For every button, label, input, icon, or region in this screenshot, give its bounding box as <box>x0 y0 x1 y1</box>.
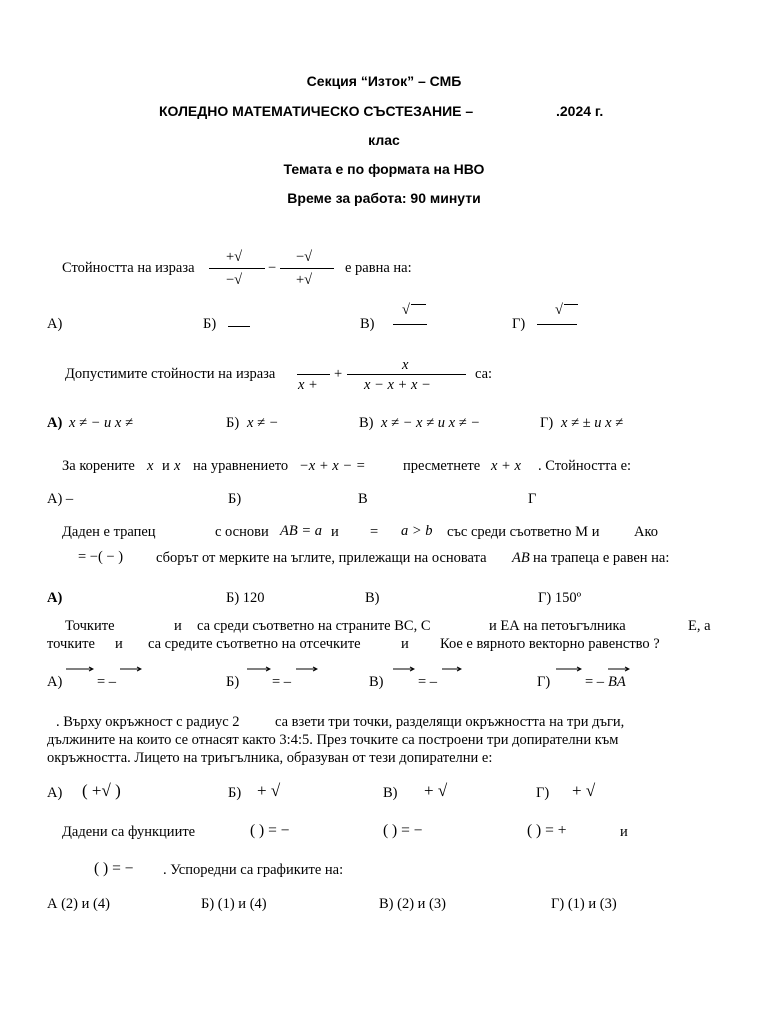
q1-option-d-sqrt: √ <box>555 302 563 318</box>
q6-line3: окръжността. Лицето на триъгълника, образуван от тези допирателни е: <box>47 750 493 766</box>
q7-option-c[interactable]: В) (2) и (3) <box>379 896 446 912</box>
q5-option-d-vec1 <box>556 666 582 672</box>
q7-text: Дадени са функциите <box>62 824 196 840</box>
q1-option-d-bar <box>537 324 577 325</box>
q5-line2-a: точките <box>47 636 95 652</box>
q1-option-c-bar <box>393 324 427 325</box>
q5-line2-d: и <box>401 636 409 652</box>
q3-text3: пресметнете <box>403 458 481 474</box>
q1-frac1-bar <box>209 268 265 269</box>
q6-option-c: + √ <box>424 781 448 800</box>
q1-option-c-sqrt: √ <box>402 302 410 318</box>
time-limit: Време за работа: 90 минути <box>287 190 481 206</box>
q2-text: Допустимите стойности на израза <box>65 366 276 382</box>
q1-option-c[interactable]: В) <box>360 316 375 332</box>
q5-line2-e: Кое е вярното векторно равенство ? <box>440 636 660 652</box>
q7-option-b[interactable]: Б) (1) и (4) <box>201 896 267 912</box>
q2-frac2-bar <box>347 374 466 375</box>
q5-line2-c: са средите съответно на отсечките <box>148 636 361 652</box>
q3-text1: За корените <box>62 458 135 474</box>
q6-option-c-label[interactable]: В) <box>383 785 398 801</box>
q2-frac2-den: x − x + x − <box>364 377 431 393</box>
grade-label: клас <box>368 132 400 148</box>
q2-option-d: x ≠ ± и x ≠ <box>561 415 624 431</box>
q2-option-b-label[interactable]: Б) <box>226 415 240 431</box>
q3-expression: x + x <box>491 458 521 474</box>
q7-option-a[interactable]: А (2) и (4) <box>47 896 110 912</box>
q2-plus: + <box>334 366 343 382</box>
q6-line1-a: . Върху окръжност с радиус 2 <box>56 714 240 730</box>
q2-option-c: x ≠ − x ≠ и x ≠ − <box>381 415 481 431</box>
q4-line2-a: сборът от мерките на ъглите, прилежащи на основата <box>156 550 487 566</box>
q3-x1: x <box>147 458 154 474</box>
q3-equation: −x + x − = <box>299 458 366 474</box>
q6-option-a-label[interactable]: А) <box>47 785 63 801</box>
q3-option-b[interactable]: Б) <box>228 491 242 507</box>
q2-frac1-bar <box>297 374 330 375</box>
q1-frac1-den: −√ <box>226 272 243 288</box>
q6-option-d-label[interactable]: Г) <box>536 785 550 801</box>
q4-option-d[interactable]: Г) 150º <box>538 590 582 606</box>
q1-minus: − <box>268 260 277 276</box>
q2-option-d-label[interactable]: Г) <box>540 415 554 431</box>
q6-option-d: + √ <box>572 781 596 800</box>
q5-option-d-label[interactable]: Г) <box>537 674 551 690</box>
q4-line1-a: Даден е трапец <box>62 524 156 540</box>
q2-tail: са: <box>475 366 493 382</box>
q1-option-d[interactable]: Г) <box>512 316 526 332</box>
q3-text4: . Стойността е: <box>538 458 632 474</box>
q5-line1-a: Точките <box>65 618 115 634</box>
q1-tail: е равна на: <box>345 260 412 276</box>
q3-and: и <box>162 458 170 474</box>
q1-option-d-root <box>564 304 578 305</box>
q5-option-c-vec2 <box>442 666 462 672</box>
q5-option-c-eq: = – <box>418 674 438 690</box>
q3-option-d[interactable]: Г <box>528 491 537 507</box>
q6-option-a: ( +√ ) <box>82 781 121 800</box>
q6-option-b-label[interactable]: Б) <box>228 785 242 801</box>
q7-option-d[interactable]: Г) (1) и (3) <box>551 896 617 912</box>
q2-frac2-num: x <box>402 357 409 373</box>
q4-option-b[interactable]: Б) 120 <box>226 590 265 606</box>
format-note: Темата е по формата на НВО <box>283 161 485 177</box>
q5-option-c-vec1 <box>393 666 415 672</box>
q5-line1-b: и <box>174 618 182 634</box>
q7-f3: ( ) = + <box>527 822 567 839</box>
q1-option-b-bar <box>228 326 250 327</box>
q4-cond: a > b <box>401 523 433 539</box>
q4-line2-b: на трапеца е равен на: <box>533 550 670 566</box>
q7-tail: . Успоредни са графиките на: <box>163 862 344 878</box>
q1-frac2-bar <box>280 268 334 269</box>
q3-text2: на уравнението <box>193 458 289 474</box>
q4-line2-ab: AB <box>512 550 530 566</box>
q6-line1-b: са взети три точки, разделящи окръжността на три дъги, <box>275 714 625 730</box>
q2-option-a-label[interactable]: А) <box>47 415 63 431</box>
q5-option-a-label[interactable]: А) <box>47 674 63 690</box>
q3-option-c[interactable]: В <box>358 491 368 507</box>
q6-option-b: + √ <box>257 781 281 800</box>
q4-eq: = <box>370 524 379 540</box>
q5-line1-c: са среди съответно на страните ВС, С <box>197 618 431 634</box>
q5-line1-d: и ЕА на петоъгълника <box>489 618 626 634</box>
q5-option-d-vec-label: BA <box>608 674 626 690</box>
q2-option-c-label[interactable]: В) <box>359 415 374 431</box>
q3-option-a[interactable]: А) – <box>47 491 74 507</box>
q3-x2: x <box>174 458 181 474</box>
q5-option-b-vec1 <box>247 666 271 672</box>
q5-option-d-eq: = – <box>585 674 605 690</box>
section-title: Секция “Изток” – СМБ <box>306 73 462 89</box>
q1-frac1-num: +√ <box>226 249 243 265</box>
q5-option-a-eq: = – <box>97 674 117 690</box>
q4-option-a[interactable]: А) <box>47 590 63 606</box>
q2-frac1-den: x + <box>298 377 318 393</box>
q7-f4: ( ) = − <box>94 860 134 877</box>
q2-option-a: x ≠ − и x ≠ <box>69 415 133 431</box>
q5-line2-b: и <box>115 636 123 652</box>
q6-line2: дължините на които се отнасят както 3:4:5. През точките са построени три допирателни към <box>47 732 619 748</box>
q1-option-c-root <box>411 304 426 305</box>
q4-ab: AB = a <box>280 523 322 539</box>
q1-text: Стойността на израза <box>62 260 195 276</box>
q5-option-b-vec2 <box>296 666 318 672</box>
q4-option-c[interactable]: В) <box>365 590 380 606</box>
competition-date: .2024 г. <box>556 103 604 119</box>
q4-and: и <box>331 524 339 540</box>
q4-line1-d: Ако <box>634 524 659 540</box>
q5-option-b-label[interactable]: Б) <box>226 674 240 690</box>
q4-line2-expr: = −( − ) <box>78 549 124 565</box>
q7-and: и <box>620 824 628 840</box>
q5-option-d-vec2 <box>608 666 630 672</box>
q4-line1-b: с основи <box>215 524 269 540</box>
q5-option-a-vec2 <box>120 666 142 672</box>
q5-option-a-vec1 <box>66 666 94 672</box>
q5-line1-e: Е, а <box>688 618 711 634</box>
q2-option-b: x ≠ − <box>247 415 279 431</box>
q5-option-c-label[interactable]: В) <box>369 674 384 690</box>
q1-option-b[interactable]: Б) <box>203 316 217 332</box>
competition-title: КОЛЕДНО МАТЕМАТИЧЕСКО СЪСТЕЗАНИЕ – <box>159 103 474 119</box>
q1-frac2-den: +√ <box>296 272 313 288</box>
q7-f1: ( ) = − <box>250 822 290 839</box>
q7-f2: ( ) = − <box>383 822 423 839</box>
q5-option-b-eq: = – <box>272 674 292 690</box>
q4-line1-c: със среди съответно М и <box>447 524 600 540</box>
q1-frac2-num: −√ <box>296 249 313 265</box>
q1-option-a[interactable]: А) <box>47 316 63 332</box>
